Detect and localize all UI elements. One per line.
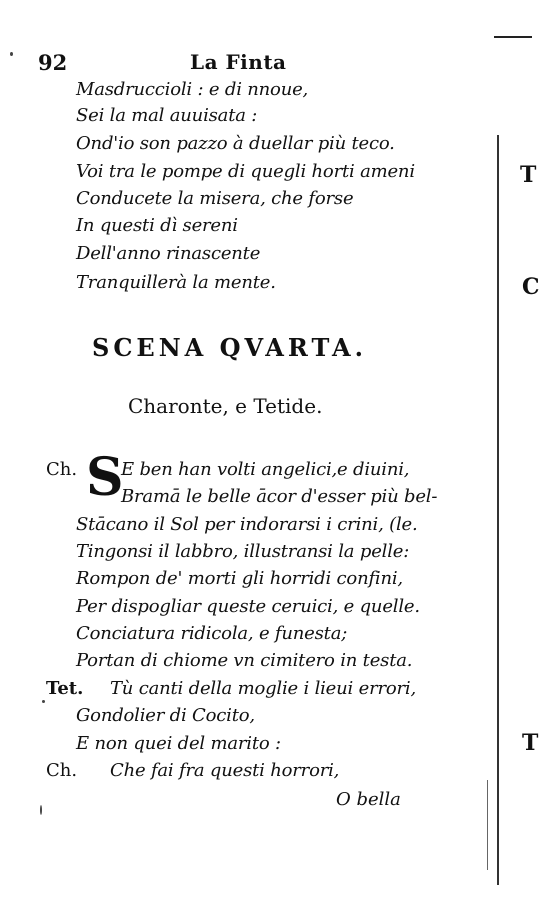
page-gutter-edge [497, 135, 499, 885]
bleed-rule-top [494, 36, 532, 38]
verse-line: In questi dì sereni [76, 215, 238, 236]
verse-line: Dell'anno rinascente [76, 243, 261, 264]
ink-speck [40, 805, 42, 815]
scene-title: SCENA QVARTA. [92, 333, 367, 362]
dialogue-line: Bramā le belle ācor d'esser più bel- [121, 486, 438, 507]
page-number: 92 [38, 50, 68, 75]
dialogue-line: Tù canti della moglie i lieui errori, [110, 678, 416, 699]
dialogue-line: Portan di chiome vn cimitero in testa. [76, 650, 413, 671]
ink-speck [10, 52, 13, 56]
verse-line: Conducete la misera, che forse [76, 188, 354, 209]
dialogue-line: Gondolier di Cocito, [76, 705, 255, 726]
verse-line: Ond'io son pazzo à duellar più teco. [76, 133, 395, 154]
drop-cap: S [86, 447, 124, 508]
verse-line: Sei la mal auuisata : [76, 105, 258, 126]
dialogue-line: Tingonsi il labbro, illustransi la pelle: [76, 541, 410, 562]
dialogue-line: E non quei del marito : [76, 733, 281, 754]
dialogue-line: Rompon de' morti gli horridi confini, [76, 568, 403, 589]
verse-line: Masdruccioli : e di nnoue, [76, 79, 309, 100]
right-page-bleed-letter: T [522, 730, 539, 756]
right-page-bleed-letter: C [522, 274, 540, 300]
scene-characters: Charonte, e Tetide. [128, 394, 323, 418]
dialogue-line: Che fai fra questi horrori, [110, 760, 340, 781]
catchword: O bella [336, 789, 401, 810]
verse-line: Tranquillerà la mente. [76, 272, 276, 293]
dialogue-line: Stācano il Sol per indorarsi i crini, (le. [76, 514, 418, 535]
speaker-label: Tet. [46, 678, 84, 699]
right-page-bleed-letter: T [520, 162, 537, 188]
running-title: La Finta [190, 50, 287, 74]
speaker-label: Ch. [46, 760, 78, 781]
dialogue-line: Conciatura ridicola, e funesta; [76, 623, 348, 644]
verse-line: Voi tra le pompe di quegli horti ameni [76, 161, 415, 182]
speaker-label: Ch. [46, 459, 78, 480]
page-gutter-edge-lower [487, 780, 488, 870]
ink-speck [42, 700, 45, 703]
dialogue-line: E ben han volti angelici,e diuini, [121, 459, 410, 480]
dialogue-line: Per dispogliar queste ceruici, e quelle. [76, 596, 420, 617]
